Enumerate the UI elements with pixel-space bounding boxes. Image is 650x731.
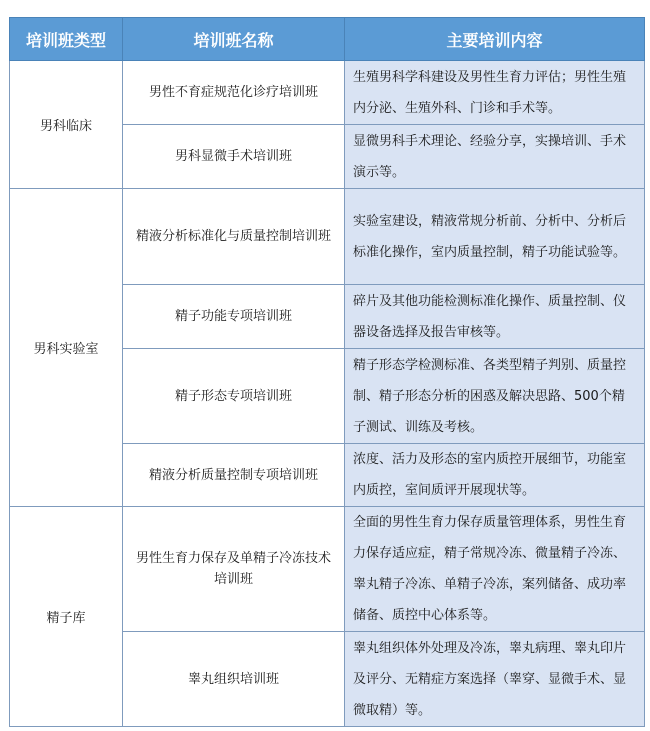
training-table-container bbox=[9, 17, 644, 727]
content-cell: 全面的男性生育力保存质量管理体系，男性生育力保存适应症，精子常规冷冻、微量精子冷冻、睾丸精子冷冻、单精子冷冻，案列储备、成功率储备、质控中心体系等。 bbox=[345, 507, 645, 632]
type-cell: 男科临床 bbox=[10, 61, 123, 189]
content-cell: 睾丸组织体外处理及冷冻，睾丸病理、睾丸印片及评分、无精症方案选择（睾穿、显微手术、显微取精）等。 bbox=[345, 632, 645, 727]
header-content: 主要培训内容 bbox=[345, 18, 645, 61]
training-table bbox=[9, 17, 645, 727]
name-cell: 男性不育症规范化诊疗培训班 bbox=[123, 61, 345, 125]
name-cell: 男性生育力保存及单精子冷冻技术培训班 bbox=[123, 507, 345, 632]
content-cell: 碎片及其他功能检测标准化操作、质量控制、仪器设备选择及报告审核等。 bbox=[345, 285, 645, 349]
content-cell: 浓度、活力及形态的室内质控开展细节，功能室内质控，室间质评开展现状等。 bbox=[345, 444, 645, 507]
content-cell: 实验室建设，精液常规分析前、分析中、分析后标准化操作，室内质量控制，精子功能试验等。 bbox=[345, 189, 645, 285]
table-header-row bbox=[10, 18, 645, 61]
type-cell: 精子库 bbox=[10, 507, 123, 727]
name-cell: 精液分析质量控制专项培训班 bbox=[123, 444, 345, 507]
content-cell: 显微男科手术理论、经验分享，实操培训、手术演示等。 bbox=[345, 125, 645, 189]
name-cell: 精子形态专项培训班 bbox=[123, 349, 345, 444]
name-cell: 睾丸组织培训班 bbox=[123, 632, 345, 727]
type-cell: 男科实验室 bbox=[10, 189, 123, 507]
name-cell: 男科显微手术培训班 bbox=[123, 125, 345, 189]
table-row bbox=[10, 61, 645, 125]
content-cell: 精子形态学检测标准、各类型精子判别、质量控制、精子形态分析的困惑及解决思路、500个精子测试、训练及考核。 bbox=[345, 349, 645, 444]
name-cell: 精液分析标准化与质量控制培训班 bbox=[123, 189, 345, 285]
content-cell: 生殖男科学科建设及男性生育力评估；男性生殖内分泌、生殖外科、门诊和手术等。 bbox=[345, 61, 645, 125]
table-row bbox=[10, 507, 645, 632]
table-row bbox=[10, 189, 645, 285]
header-type: 培训班类型 bbox=[10, 18, 123, 61]
header-name: 培训班名称 bbox=[123, 18, 345, 61]
name-cell: 精子功能专项培训班 bbox=[123, 285, 345, 349]
